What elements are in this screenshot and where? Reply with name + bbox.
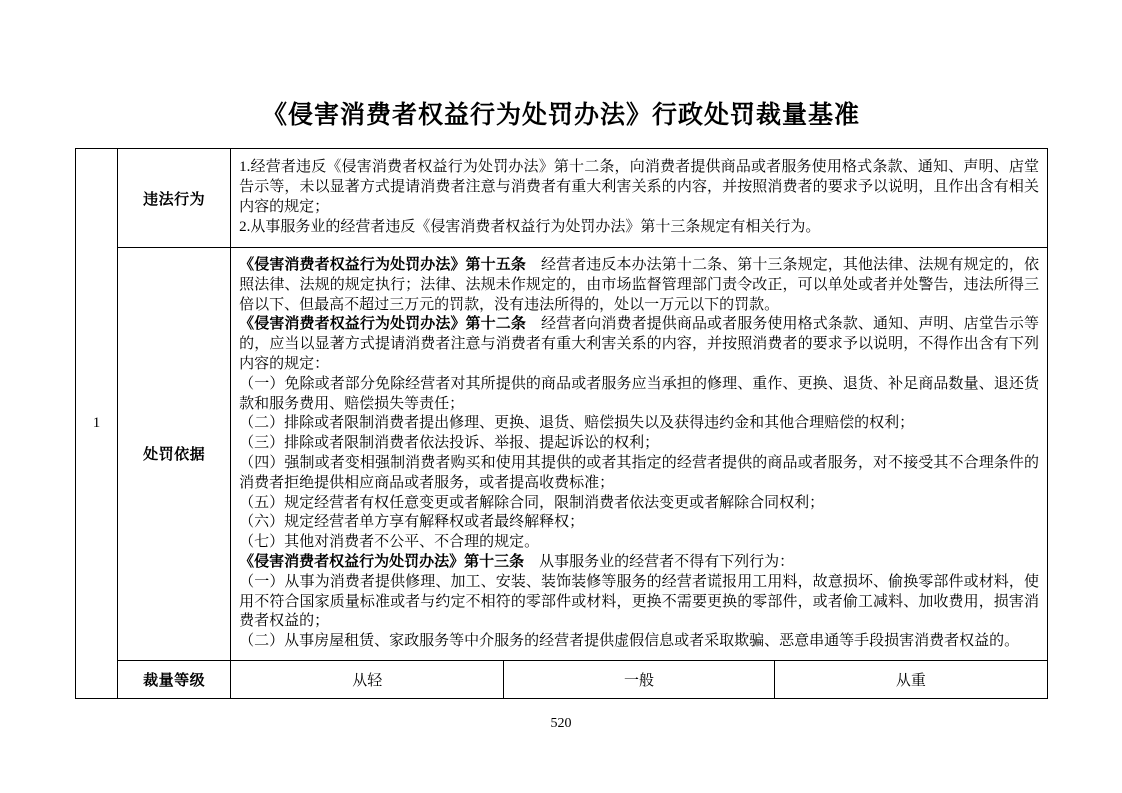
paragraph-text: 经营者向消费者提供商品或者服务使用格式条款、通知、声明、店堂告示等的，应当以显著方式提请消费者注意与消费者有重大利害关系的内容，并按照消费者的要求予以说明，不得作出含有下列内容的规定： (239, 316, 1039, 372)
document-title: 《侵害消费者权益行为处罚办法》行政处罚裁量基准 (261, 102, 860, 129)
penalty-standards-table (75, 148, 1048, 699)
paragraph-text: 从事服务业的经营者不得有下列行为： (524, 553, 795, 570)
paragraph-text: （六）规定经营者单方享有解释权或者最终解释权； (239, 514, 585, 531)
penalty-basis-paragraph (239, 533, 1039, 553)
paragraph-text: （五）规定经营者有权任意变更或者解除合同，限制消费者依法变更或者解除合同权利； (239, 494, 825, 511)
page-number: 520 (550, 716, 572, 731)
table-row-discretion-levels (76, 660, 1048, 698)
discretion-level-heavy: 从重 (774, 660, 1047, 698)
paragraph-text: （七）其他对消费者不公平、不合理的规定。 (239, 534, 540, 551)
table-row-penalty-basis (76, 248, 1048, 661)
discretion-level-general: 一般 (504, 660, 774, 698)
penalty-basis-paragraph (239, 315, 1039, 374)
penalty-basis-content-cell (231, 248, 1048, 661)
penalty-basis-paragraph (239, 632, 1039, 652)
violation-label-cell: 违法行为 (118, 149, 231, 248)
penalty-basis-paragraph (239, 513, 1039, 533)
paragraph-text: （四）强制或者变相强制消费者购买和使用其提供的或者其指定的经营者提供的商品或者服务，对不接受其不合理条件的消费者拒绝提供相应商品或者服务，或者提高收费标准； (239, 454, 1039, 491)
penalty-basis-paragraph (239, 494, 1039, 514)
violation-item: 1.经营者违反《侵害消费者权益行为处罚办法》第十二条，向消费者提供商品或者服务使用格式条款、通知、声明、店堂告示等，未以显著方式提请消费者注意与消费者有重大利害关系的内容，并按照消费者的要求予以说明，且作出含有相关内容的规定； (239, 159, 1039, 215)
paragraph-text: 经营者违反本办法第十二条、第十三条规定，其他法律、法规有规定的，依照法律、法规的规定执行；法律、法规未作规定的，由市场监督管理部门责令改正，可以单处或者并处警告，违法所得三倍以下、但最高不超过三万元的罚款，没有违法所得的，处以一万元以下的罚款。 (239, 257, 1039, 313)
violation-item: 2.从事服务业的经营者违反《侵害消费者权益行为处罚办法》第十三条规定有相关行为。 (239, 218, 821, 235)
penalty-basis-label-cell: 处罚依据 (118, 248, 231, 661)
penalty-basis-paragraph (239, 256, 1039, 315)
discretion-level-light: 从轻 (231, 660, 504, 698)
paragraph-text: （一）免除或者部分免除经营者对其所提供的商品或者服务应当承担的修理、重作、更换、退货、补足商品数量、退还货款和服务费用、赔偿损失等责任； (239, 375, 1039, 412)
penalty-basis-paragraph (239, 553, 1039, 573)
penalty-basis-paragraph (239, 573, 1039, 632)
paragraph-text: （一）从事为消费者提供修理、加工、安装、装饰装修等服务的经营者谎报用工用料，故意损坏、偷换零部件或材料，使用不符合国家质量标准或者与约定不相符的零部件或材料，更换不需要更换的零部件，或者偷工减料、加收费用，损害消费者权益的； (239, 573, 1039, 630)
penalty-basis-paragraph (239, 434, 1039, 454)
regulation-article-lead: 《侵害消费者权益行为处罚办法》第十三条 (239, 553, 525, 570)
table-row-violation (76, 149, 1048, 248)
row-number-cell: 1 (76, 149, 118, 699)
penalty-basis-paragraph (239, 414, 1039, 434)
penalty-basis-paragraph (239, 454, 1039, 494)
paragraph-text: （三）排除或者限制消费者依法投诉、举报、提起诉讼的权利； (239, 435, 660, 452)
discretion-label-cell: 裁量等级 (118, 660, 231, 698)
regulation-article-lead: 《侵害消费者权益行为处罚办法》第十二条 (239, 316, 526, 333)
penalty-basis-paragraph (239, 375, 1039, 415)
regulation-article-lead: 《侵害消费者权益行为处罚办法》第十五条 (239, 257, 526, 273)
violation-content-cell (231, 149, 1048, 248)
paragraph-text: （二）从事房屋租赁、家政服务等中介服务的经营者提供虚假信息或者采取欺骗、恶意串通等手段损害消费者权益的。 (239, 633, 1020, 650)
paragraph-text: （二）排除或者限制消费者提出修理、更换、退货、赔偿损失以及获得违约金和其他合理赔偿的权利； (239, 415, 915, 432)
